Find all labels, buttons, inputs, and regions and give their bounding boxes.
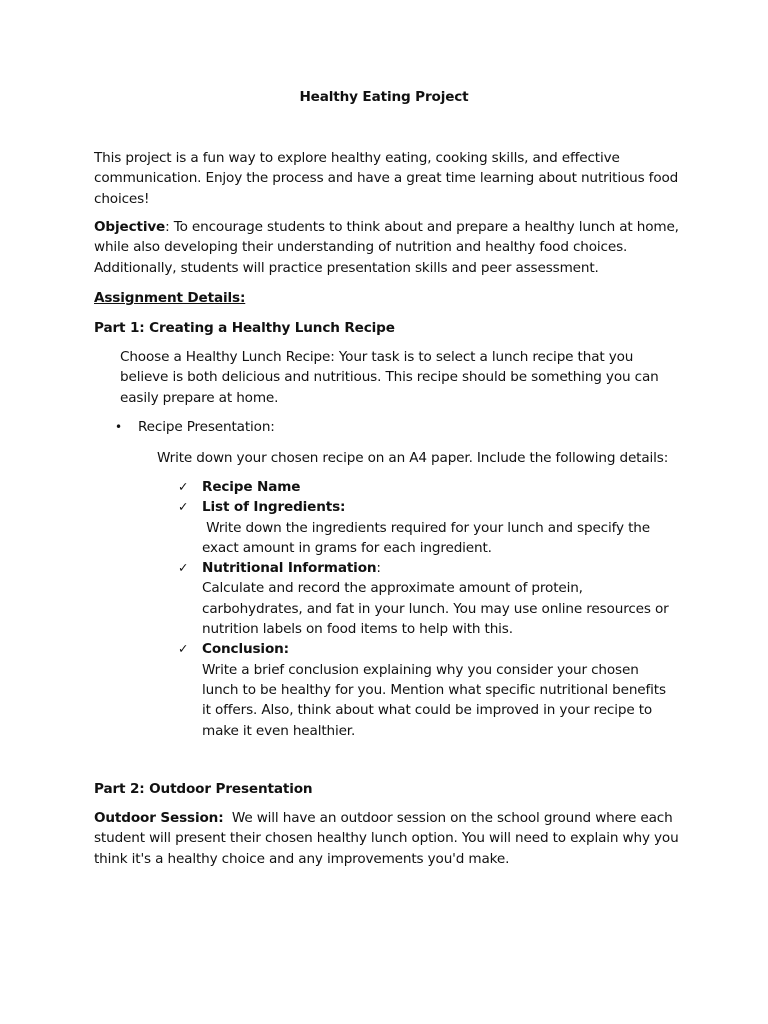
checklist-item [178,639,678,740]
outdoor-text: We will have an outdoor session on the school ground where each student will present their chosen healthy lunch option. You will need to explain why you think it's a healthy choice and any improvements you'd make. [94,810,683,867]
checkmark-icon: ✓ [178,560,189,576]
choose-recipe-paragraph: Choose a Healthy Lunch Recipe: Your task is to select a lunch recipe that you believe is both delicious and nutritious. This recipe should be something you can easily prepare at home. [120,349,659,406]
outdoor-label: Outdoor Session: [94,810,224,826]
part1-heading: Part 1: Creating a Healthy Lunch Recipe [94,320,395,336]
bullet-text: Recipe Presentation: [138,419,275,435]
checklist-suffix: : [376,560,381,577]
checklist-item [178,497,678,558]
objective-paragraph [94,217,684,278]
objective-label: Objective [94,219,166,235]
checklist-label: Conclusion: [202,641,289,658]
bullet-icon: • [115,420,122,434]
checklist-label: Recipe Name [202,479,301,495]
checklist-item [178,558,678,639]
assignment-heading: Assignment Details: [94,290,246,306]
document-title: Healthy Eating Project [299,89,469,105]
checklist-body: Write a brief conclusion explaining why you consider your chosen lunch to be healthy for you. Mention what specific nutritional benefits it offers. Also, think about what could be improved in your recipe to make it even healthier. [202,661,666,739]
checklist-label: Nutritional Information [202,560,377,577]
details-checklist [178,477,678,741]
checklist-body: Write down the ingredients required for your lunch and specify the exact amount in grams for each ingredient. [202,519,655,556]
checklist-body: Calculate and record the approximate amount of protein, carbohydrates, and fat in your lunch. You may use online resources or nutrition labels on food items to help with this. [202,580,669,638]
checkmark-icon: ✓ [178,641,189,657]
checkmark-icon: ✓ [178,479,189,494]
objective-text: : To encourage students to think about and prepare a healthy lunch at home, while also developing their understanding of nutrition and healthy food choices. Additionally, students will practice presentation skills and peer assessment. [94,219,679,276]
checklist-item [178,477,678,497]
write-down-paragraph: Write down your chosen recipe on an A4 paper. Include the following details: [157,450,669,466]
checkmark-icon: ✓ [178,499,189,515]
outdoor-paragraph [94,808,684,869]
intro-paragraph: This project is a fun way to explore healthy eating, cooking skills, and effective communication. Enjoy the process and have a great time learning about nutritious food choices! [94,150,679,207]
part2-heading: Part 2: Outdoor Presentation [94,781,313,797]
checklist-label: List of Ingredients: [202,499,346,516]
